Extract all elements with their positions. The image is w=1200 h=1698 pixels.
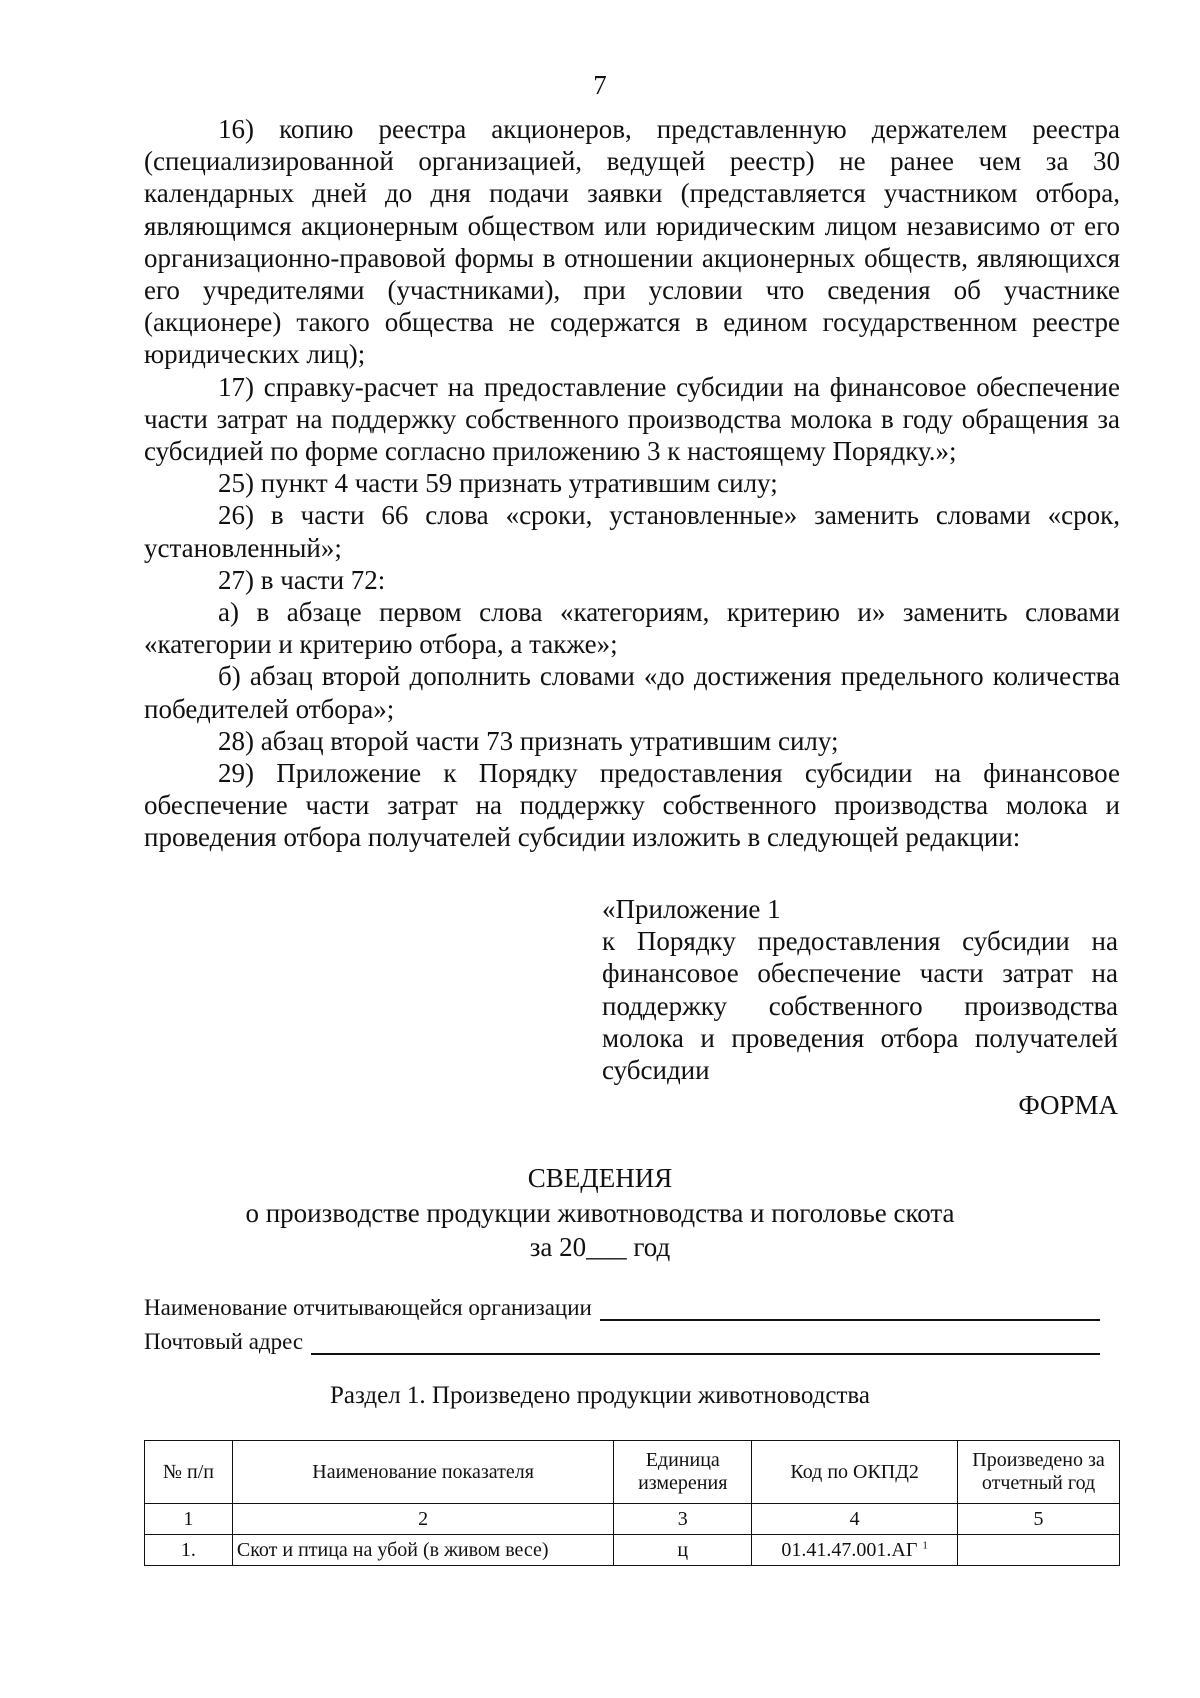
page-number: 7 bbox=[593, 70, 607, 100]
row-code-cell bbox=[752, 1535, 958, 1566]
row-unit: ц bbox=[614, 1535, 752, 1566]
organization-name-label: Наименование отчитывающейся организации bbox=[144, 1295, 592, 1320]
column-number-row bbox=[145, 1504, 1120, 1535]
header-unit: Единица измерения bbox=[614, 1441, 752, 1504]
row-produced-value bbox=[958, 1535, 1120, 1566]
appendix-title: «Приложение 1 bbox=[602, 894, 781, 924]
paragraph-27b: б) абзац второй дополнить словами «до достижения предельного количества победителей отбора»; bbox=[144, 661, 1120, 724]
postal-address-field bbox=[144, 1321, 1100, 1355]
column-number: 3 bbox=[614, 1504, 752, 1535]
section-title: Раздел 1. Произведено продукции животноводства bbox=[329, 1382, 871, 1409]
row-indicator: Скот и птица на убой (в живом весе) bbox=[232, 1535, 613, 1566]
form-title: СВЕДЕНИЯ bbox=[527, 1163, 673, 1193]
organization-name-field bbox=[144, 1287, 1100, 1321]
header-produced: Произведено за отчетный год bbox=[958, 1441, 1120, 1504]
table-row bbox=[145, 1535, 1120, 1566]
column-number: 5 bbox=[958, 1504, 1120, 1535]
paragraph-27a: а) в абзаце первом слова «категориям, критерию и» заменить словами «категории и критерию отбора, а также»; bbox=[144, 597, 1120, 660]
row-code: 01.41.47.001.АГ bbox=[781, 1538, 918, 1561]
paragraph-17: 17) справку-расчет на предоставление субсидии на финансовое обеспечение части затрат на поддержку собственного производства молока в году обращения за субсидией по форме согласно приложению 3 к настоящему Порядку.»; bbox=[144, 371, 1120, 467]
form-label: ФОРМА bbox=[1018, 1090, 1118, 1120]
body-text bbox=[144, 113, 1120, 854]
postal-address-line bbox=[311, 1329, 1100, 1355]
row-number: 1. bbox=[145, 1535, 233, 1566]
header-number: № п/п bbox=[145, 1441, 233, 1504]
column-number: 1 bbox=[145, 1504, 233, 1535]
production-table bbox=[144, 1440, 1120, 1566]
appendix-text: к Порядку предоставления субсидии на финансовое обеспечение части затрат на поддержку собственного производства молока и проведения отбора получателей субсидии bbox=[602, 926, 1118, 1086]
paragraph-25: 25) пункт 4 части 59 признать утратившим силу; bbox=[218, 468, 778, 499]
paragraph-26: 26) в части 66 слова «сроки, установленные» заменить словами «срок, установленный»; bbox=[144, 500, 1120, 563]
form-subtitle: о производстве продукции животноводства и поголовье скота bbox=[245, 1198, 955, 1228]
header-indicator: Наименование показателя bbox=[232, 1441, 613, 1504]
table-header-row bbox=[145, 1441, 1120, 1504]
paragraph-27: 27) в части 72: bbox=[218, 564, 386, 595]
appendix-note bbox=[602, 893, 1118, 1086]
column-number: 4 bbox=[752, 1504, 958, 1535]
form-fields bbox=[144, 1287, 1100, 1355]
column-number: 2 bbox=[232, 1504, 613, 1535]
paragraph-29: 29) Приложение к Порядку предоставления субсидии на финансовое обеспечение части затрат на поддержку собственного производства молока и проведения отбора получателей субсидии изложить в следующей редакции: bbox=[144, 758, 1120, 853]
organization-name-line bbox=[600, 1295, 1100, 1321]
paragraph-28: 28) абзац второй части 73 признать утратившим силу; bbox=[218, 725, 839, 756]
row-code-footnote: 1 bbox=[922, 1538, 928, 1551]
header-code: Код по ОКПД2 bbox=[752, 1441, 958, 1504]
paragraph-16: 16) копию реестра акционеров, представленную держателем реестра (специализированной организацией, ведущей реестр) не ранее чем за 30 календарных дней до дня подачи заявки (представляется участником отбора, являющимся акционерным обществом или юридическим лицом независимо от его организационно-правовой формы в отношении акционерных обществ, являющихся его учредителями (участниками), при условии что сведения об участнике (акционере) такого общества не содержатся в едином государственном реестре юридических лиц); bbox=[144, 114, 1120, 370]
postal-address-label: Почтовый адрес bbox=[144, 1329, 304, 1354]
form-year-line: за 20___ год bbox=[529, 1232, 671, 1262]
